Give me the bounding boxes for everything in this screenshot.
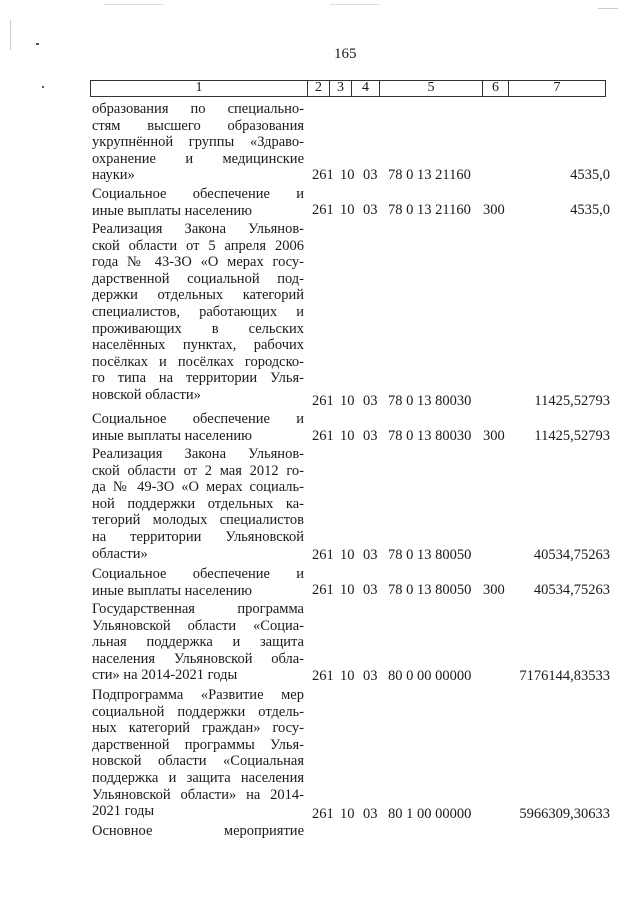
cell-amount: 11425,52793 — [534, 428, 610, 444]
cell-subsection: 03 — [363, 806, 378, 822]
scan-speck — [42, 86, 44, 88]
cell-amount: 5966309,30633 — [519, 806, 610, 822]
cell-amount: 7176144,83533 — [519, 668, 610, 684]
cell-section: 10 — [340, 428, 355, 444]
cell-target-article: 78 0 13 80050 — [388, 547, 472, 563]
cell-ministry: 261 — [312, 806, 334, 822]
cell-expense-type: 300 — [483, 202, 505, 218]
cell-section: 10 — [340, 202, 355, 218]
scan-speck — [598, 8, 618, 9]
cell-amount: 4535,0 — [570, 202, 610, 218]
header-cell-5: 5 — [427, 80, 435, 95]
header-cell-3: 3 — [337, 80, 344, 95]
cell-section: 10 — [340, 582, 355, 598]
header-cell-2: 2 — [315, 80, 322, 95]
row-description: образования по специально- стям высшего образования укрупнённой группы «Здраво- охранение и медицинские науки» — [92, 101, 304, 184]
scan-speck — [104, 4, 164, 5]
header-cell-7: 7 — [553, 80, 561, 95]
row-description: Реализация Закона Ульянов- ской области от 5 апреля 2006 года № 43-ЗО «О мерах госу- дарственной социальной под- держки отдельных категорий специалистов, работающих и проживающих в сельских населённых пунктах, рабочих посёлках и посёлках городско- го типа на территории Улья- новской области» — [92, 221, 304, 403]
cell-subsection: 03 — [363, 202, 378, 218]
scan-speck — [10, 20, 11, 50]
row-description: Государственная программа Ульяновской области «Социа- льная поддержка и защита населения Ульяновской обла- сти» на 2014-2021 годы — [92, 601, 304, 684]
scan-speck — [36, 43, 39, 45]
cell-ministry: 261 — [312, 582, 334, 598]
cell-target-article: 78 0 13 21160 — [388, 202, 471, 218]
page-number: 165 — [334, 46, 357, 62]
cell-expense-type: 300 — [483, 582, 505, 598]
cell-section: 10 — [340, 167, 355, 183]
cell-target-article: 80 1 00 00000 — [388, 806, 472, 822]
cell-ministry: 261 — [312, 393, 334, 409]
cell-section: 10 — [340, 547, 355, 563]
cell-subsection: 03 — [363, 428, 378, 444]
cell-amount: 11425,52793 — [534, 393, 610, 409]
cell-expense-type: 300 — [483, 428, 505, 444]
header-cell-4: 4 — [362, 80, 369, 95]
scan-speck — [330, 4, 380, 5]
cell-target-article: 80 0 00 00000 — [388, 668, 472, 684]
cell-ministry: 261 — [312, 167, 334, 183]
cell-subsection: 03 — [363, 547, 378, 563]
header-cell-6: 6 — [492, 80, 499, 95]
cell-section: 10 — [340, 668, 355, 684]
cell-subsection: 03 — [363, 167, 378, 183]
cell-ministry: 261 — [312, 428, 334, 444]
cell-ministry: 261 — [312, 547, 334, 563]
header-cell-1: 1 — [195, 80, 203, 95]
row-description: Основное мероприятие — [92, 823, 304, 839]
cell-target-article: 78 0 13 80030 — [388, 428, 472, 444]
row-description: Социальное обеспечение и иные выплаты населению — [92, 411, 304, 444]
cell-amount: 40534,75263 — [533, 582, 610, 598]
cell-amount: 40534,75263 — [533, 547, 610, 563]
cell-target-article: 78 0 13 80030 — [388, 393, 472, 409]
cell-ministry: 261 — [312, 668, 334, 684]
row-description: Социальное обеспечение и иные выплаты населению — [92, 566, 304, 599]
cell-target-article: 78 0 13 21160 — [388, 167, 471, 183]
row-description: Социальное обеспечение и иные выплаты населению — [92, 186, 304, 219]
cell-section: 10 — [340, 806, 355, 822]
cell-subsection: 03 — [363, 393, 378, 409]
row-description: Подпрограмма «Развитие мер социальной поддержки отдель- ных категорий граждан» госу- дарственной программы Улья- новской области «Социальная поддержка и защита населения Ульяновской области» на 2014- 2021 годы — [92, 687, 304, 820]
cell-amount: 4535,0 — [570, 167, 610, 183]
cell-target-article: 78 0 13 80050 — [388, 582, 472, 598]
cell-section: 10 — [340, 393, 355, 409]
cell-subsection: 03 — [363, 582, 378, 598]
row-description: Реализация Закона Ульянов- ской области от 2 мая 2012 го- да № 49-ЗО «О мерах социаль- ной поддержки отдельных ка- тегорий молодых специалистов на территории Ульяновской области» — [92, 446, 304, 562]
cell-ministry: 261 — [312, 202, 334, 218]
cell-subsection: 03 — [363, 668, 378, 684]
